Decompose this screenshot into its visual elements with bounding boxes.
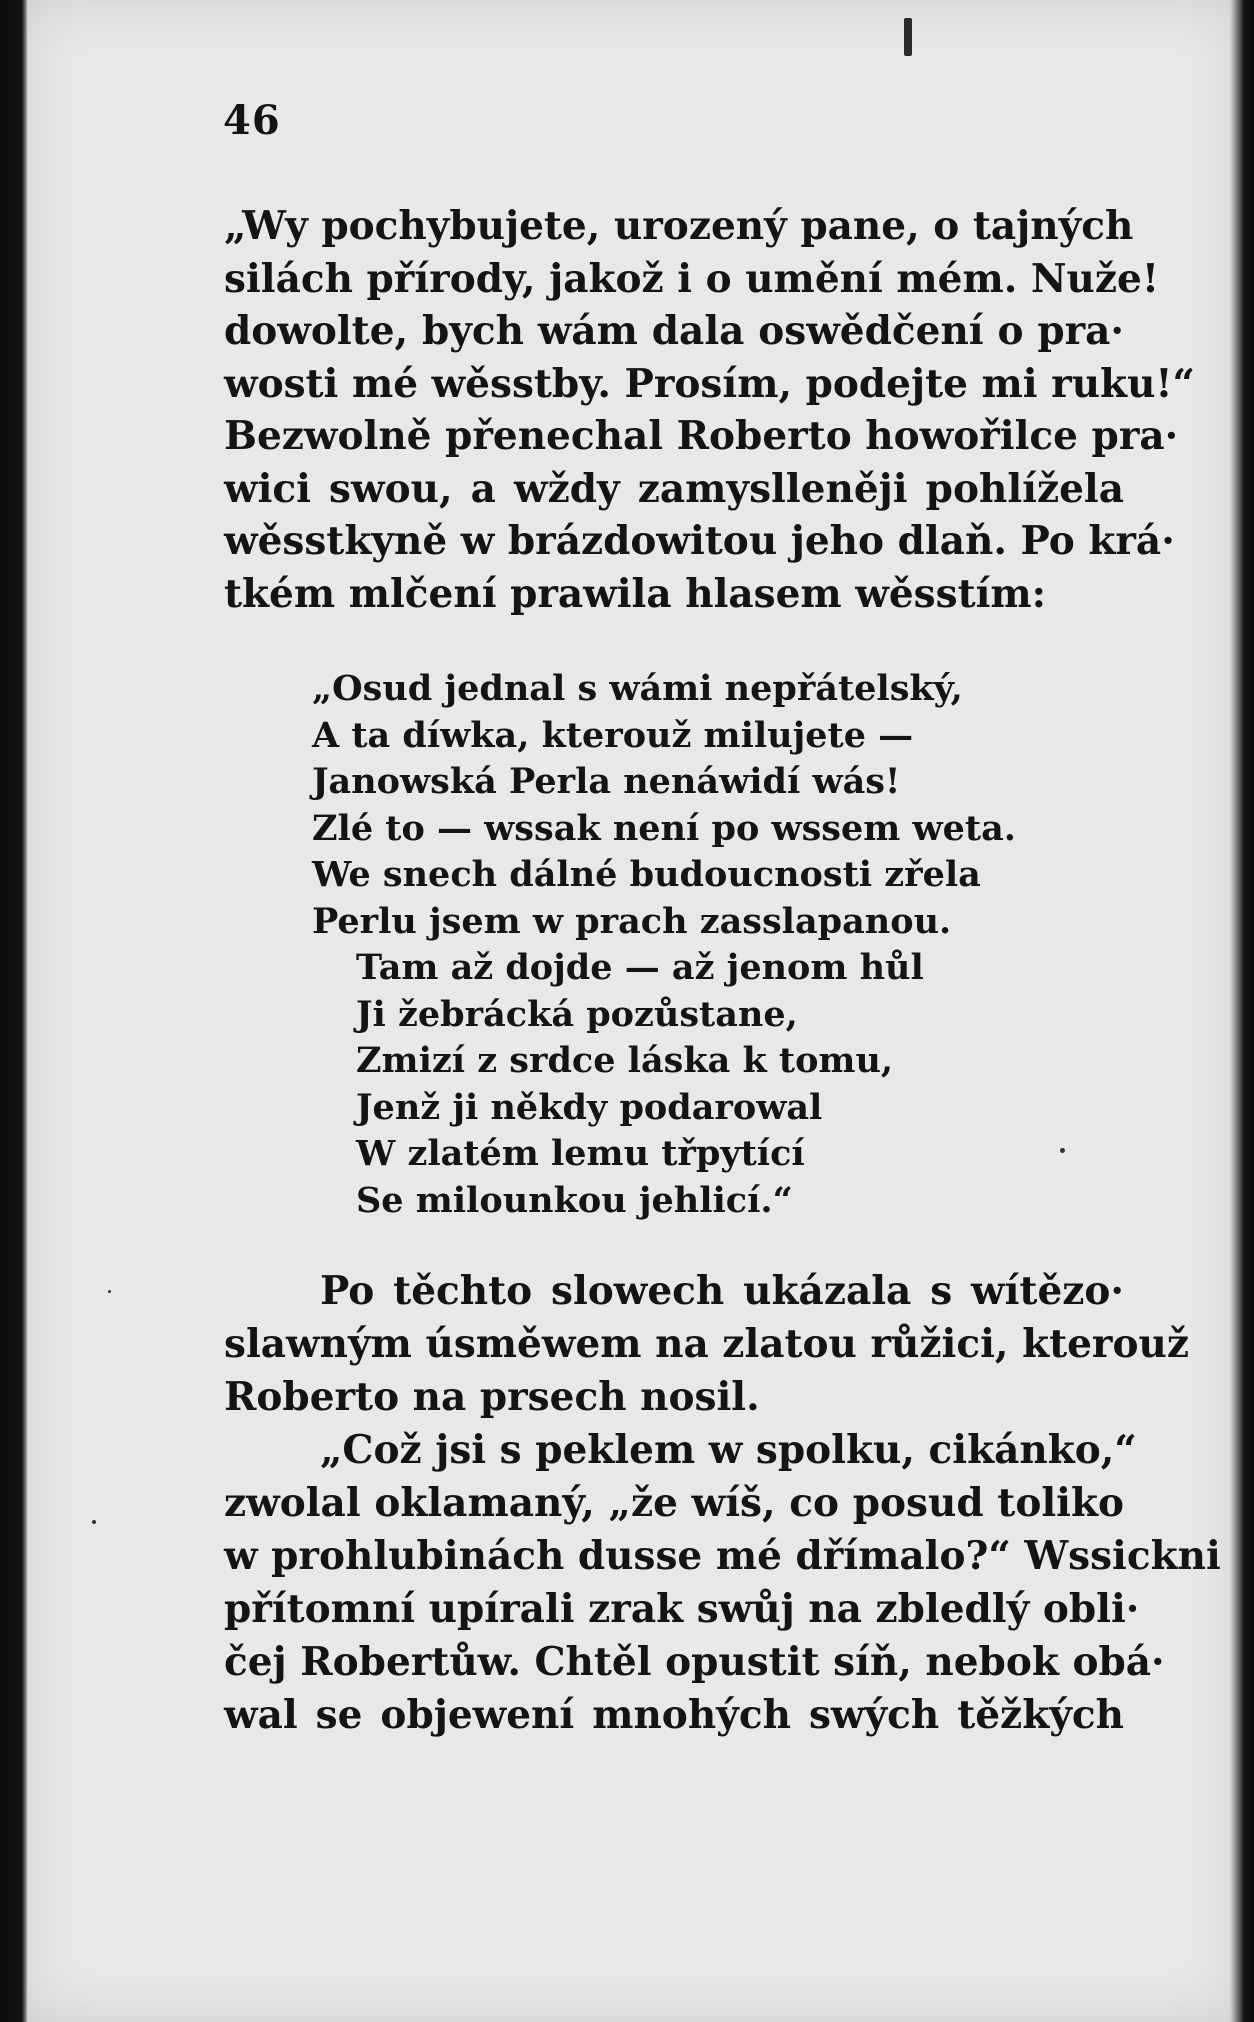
- text-line: Bezwolně přenechal Roberto howořilce pra·: [224, 413, 1179, 459]
- poem-line: Perlu jsem w prach zasslapanou.: [312, 900, 952, 942]
- text-line: slawným úsměwem na zlatou růžici, kterouž: [224, 1321, 1189, 1367]
- text-line: wosti mé wěsstby. Prosím, podejte mi ruku!“: [224, 360, 1195, 407]
- scan-artifact-mark: [904, 18, 912, 56]
- poem-line: Zlé to — wssak není po wssem weta.: [312, 807, 1016, 849]
- poem-line: Ji žebrácká pozůstane,: [356, 993, 798, 1035]
- poem-line: Tam až dojde — až jenom hůl: [356, 947, 924, 988]
- page-left-edge: [22, 0, 28, 2022]
- poem-line: Janowská Perla nenáwidí wás!: [312, 761, 901, 802]
- poem-line: Zmizí z srdce láska k tomu,: [356, 1040, 894, 1081]
- poem: [312, 666, 1016, 1224]
- scan-speck: [108, 1290, 111, 1293]
- page-right-edge: [1230, 0, 1244, 2022]
- text-line: „Což jsi s peklem w spolku, cikánko,“: [320, 1427, 1137, 1473]
- text-line: dowolte, bych wám dala oswědčení o pra·: [224, 308, 1124, 354]
- text-line: zwolal oklamaný, „že wíš, co posud toliko: [224, 1480, 1124, 1526]
- text-line: Po těchto slowech ukázala s wítězo·: [320, 1268, 1124, 1314]
- text-line: přítomní upírali zrak swůj na zbledlý obli·: [224, 1586, 1140, 1632]
- text-line: wěsstkyně w brázdowitou jeho dlaň. Po krá·: [224, 518, 1175, 564]
- poem-line: Se milounkou jehlicí.“: [356, 1179, 793, 1221]
- text-line: silách přírody, jakož i o umění mém. Nuže!: [224, 255, 1159, 302]
- text-line: w prohlubinách dusse mé dřímalo?“ Wssickni: [224, 1533, 1221, 1579]
- scan-speck: [92, 1520, 96, 1524]
- poem-line: A ta díwka, kterouž milujete —: [312, 714, 914, 756]
- text-line: tkém mlčení prawila hlasem wěsstím:: [224, 570, 1047, 617]
- text-line: Roberto na prsech nosil.: [224, 1374, 760, 1420]
- text-line: čej Robertůw. Chtěl opustit síň, nebok obá·: [224, 1639, 1165, 1685]
- paragraph-1: [224, 200, 1195, 620]
- poem-line: Jenž ji někdy podarowal: [356, 1086, 823, 1128]
- scan-speck: [1060, 1148, 1065, 1153]
- poem-line: We snech dálné budoucnosti zřela: [312, 854, 981, 895]
- text-line: „Wy pochybujete, urozený pane, o tajných: [224, 203, 1134, 249]
- poem-line: W zlatém lemu třpytící: [356, 1133, 805, 1174]
- text-line: wal se objewení mnohých swých těžkých: [224, 1692, 1124, 1738]
- page-number: 46: [223, 97, 281, 144]
- poem-line: „Osud jednal s wámi nepřátelský,: [312, 668, 963, 709]
- text-line: wici swou, a wždy zamyslleněji pohlížela: [224, 465, 1124, 512]
- closing-paragraphs: [224, 1265, 1221, 1742]
